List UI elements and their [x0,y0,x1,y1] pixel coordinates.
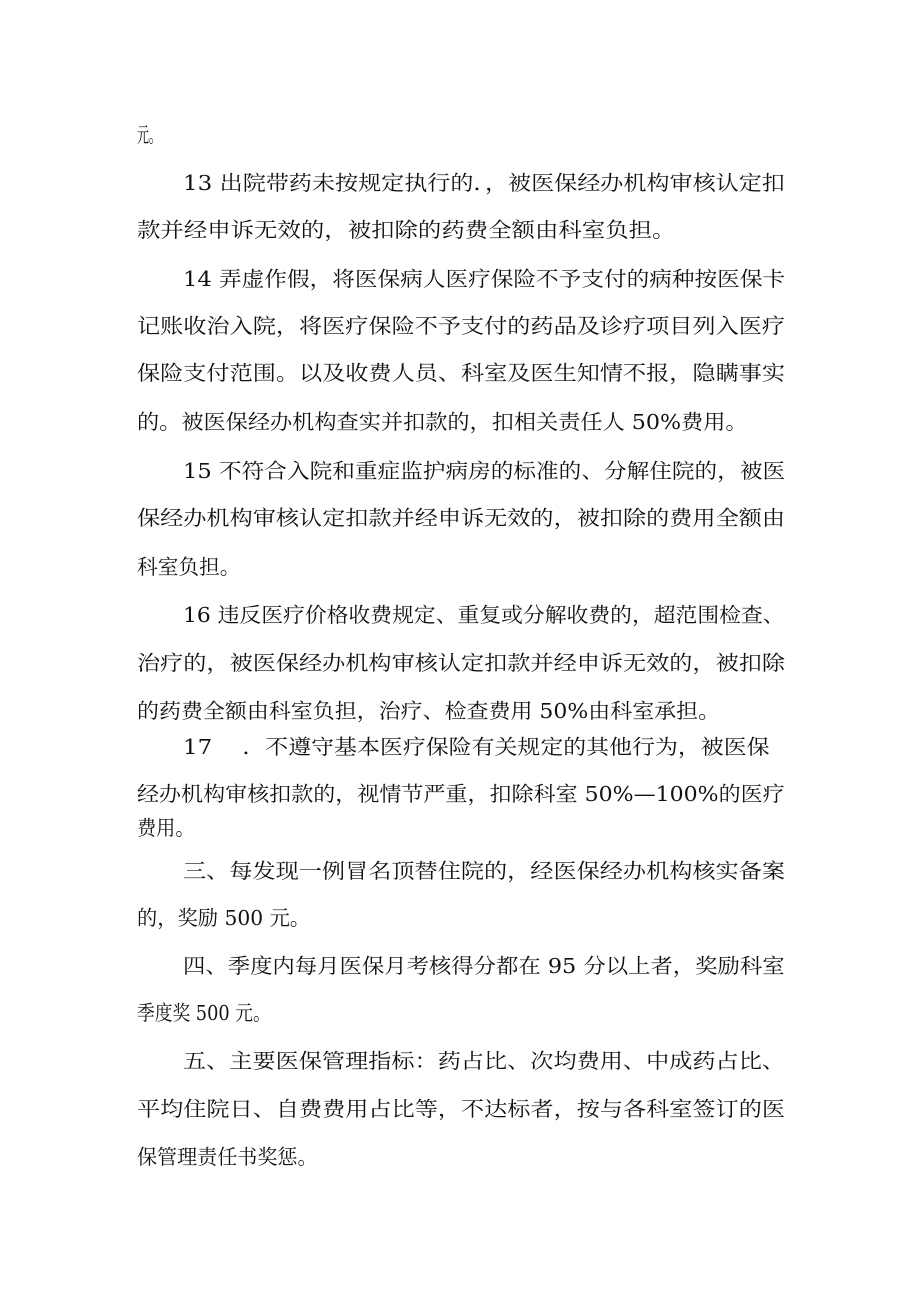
text-line: 15 不符合入院和重症监护病房的标准的、分解住院的，被医 [183,459,786,483]
text-line: 季度奖 500 元。 [137,1001,271,1025]
text-line: 的。被医保经办机构查实并扣款的，扣相关责任人 50%费用。 [137,410,748,434]
text-line: 保管理责任书奖惩。 [137,1145,318,1169]
text-line: 17 ．不遵守基本医疗保险有关规定的其他行为，被医保 [183,735,770,759]
text-line: 保险支付范围。以及收费人员、科室及医生知情不报，隐瞒事实 [137,361,785,385]
text-line: 治疗的，被医保经办机构审核认定扣款并经申诉无效的，被扣除 [137,651,785,675]
text-line: 四、季度内每月医保月考核得分都在 95 分以上者，奖励科室 [183,954,785,978]
text-line: 费用。 [137,816,195,840]
text-line: 平均住院日、自费费用占比等，不达标者，按与各科室签订的医 [137,1097,785,1121]
text-line: 款并经申诉无效的，被扣除的药费全额由科室负担。 [137,218,676,242]
text-line: 元。 [137,123,161,147]
text-line: 13 出院带药未按规定执行的．，被医保经办机构审核认定扣 [183,171,785,195]
text-line: 的药费全额由科室负担，治疗、检查费用 50%由科室承担。 [137,699,721,723]
text-line: 经办机构审核扣款的，视情节严重，扣除科室 50%—100%的医疗 [137,782,785,806]
text-line: 记账收治入院，将医疗保险不予支付的药品及诊疗项目列入医疗 [137,314,785,338]
text-line: 保经办机构审核认定扣款并经申诉无效的，被扣除的费用全额由 [137,506,785,530]
text-line: 的，奖励 500 元。 [137,906,311,930]
text-line: 科室负担。 [137,555,241,579]
text-line: 14 弄虚作假，将医保病人医疗保险不予支付的病种按医保卡 [183,267,786,291]
text-line: 16 违反医疗价格收费规定、重复或分解收费的，超范围检查、 [183,603,785,627]
text-line: 五、主要医保管理指标：药占比、次均费用、中成药占比、 [183,1049,785,1073]
text-line: 三、每发现一例冒名顶替住院的，经医保经办机构核实备案 [183,859,785,883]
